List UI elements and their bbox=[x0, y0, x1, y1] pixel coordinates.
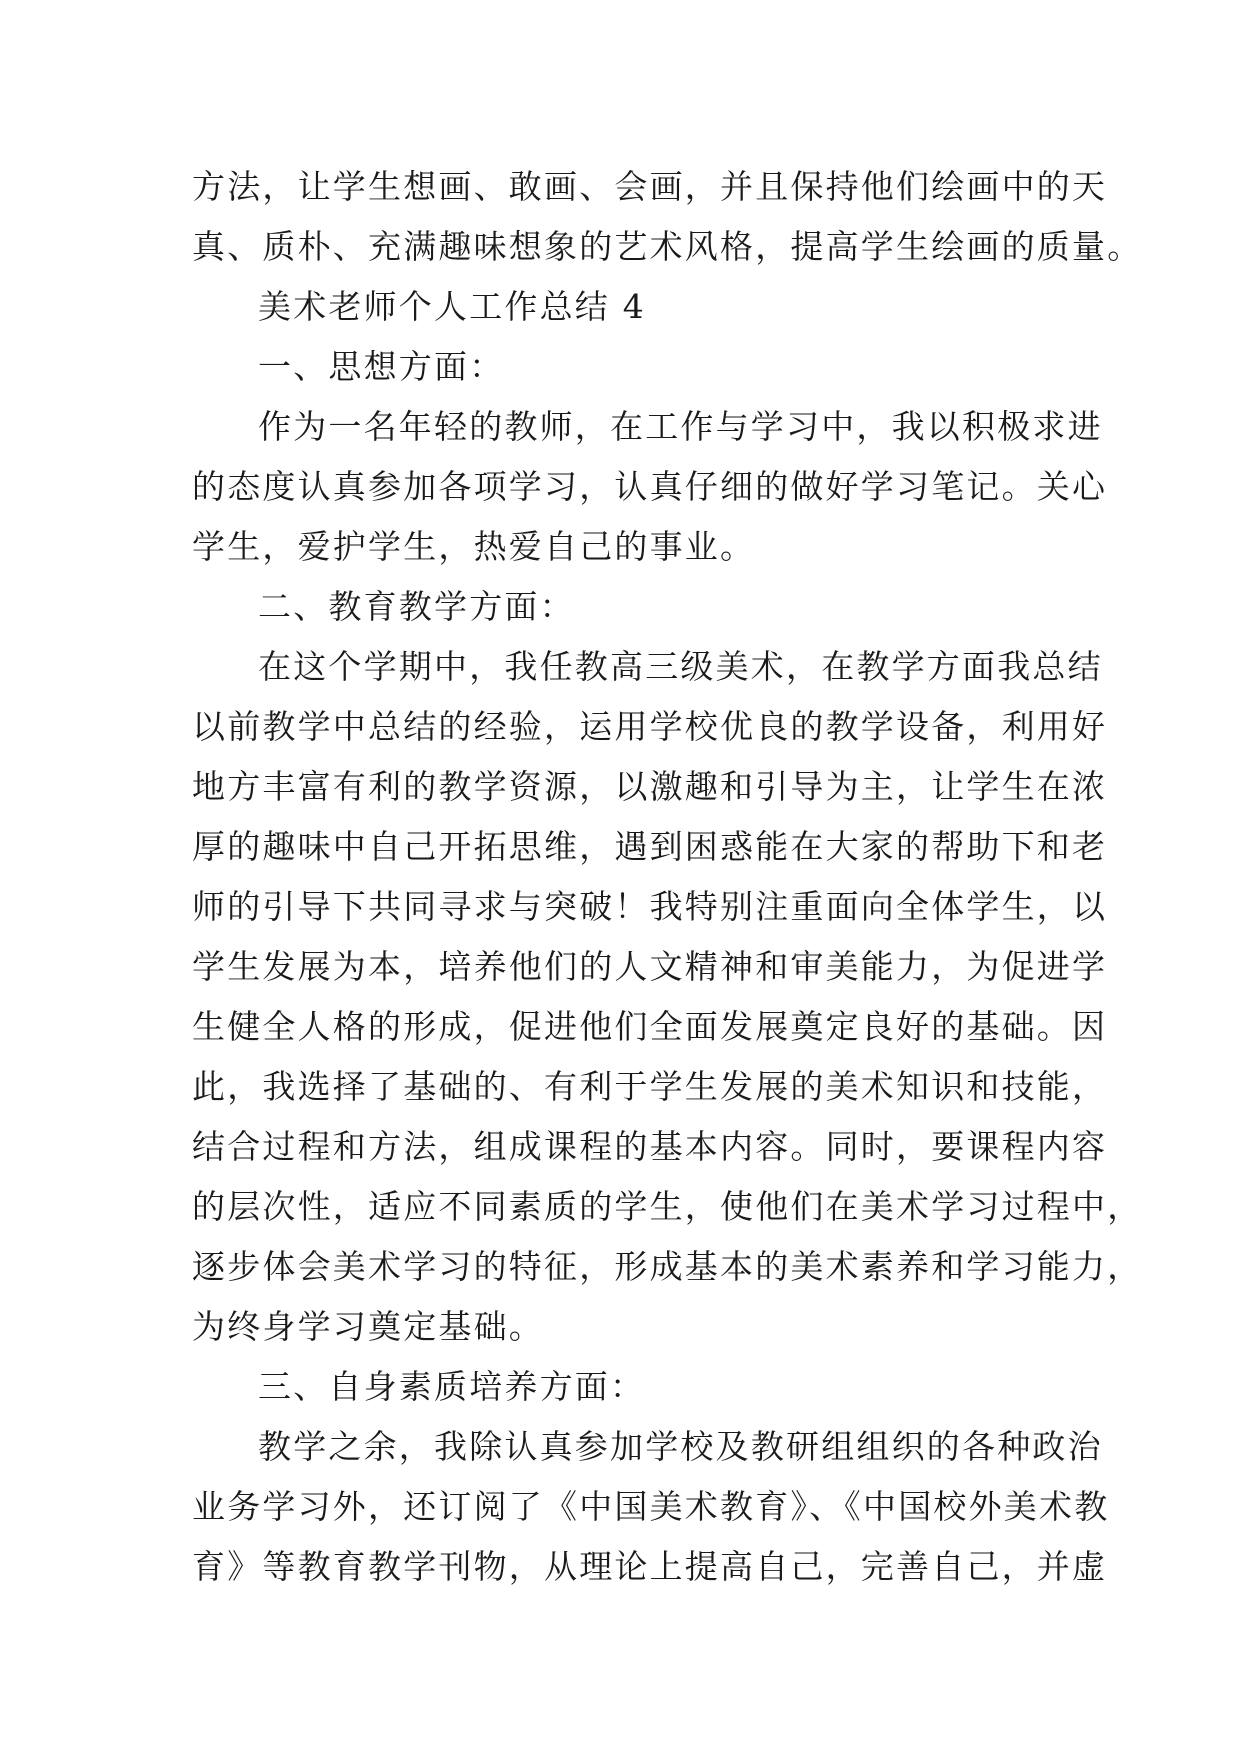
section-heading: 三、自身素质培养方面： bbox=[258, 1367, 646, 1406]
text-line: 结合过程和方法，组成课程的基本内容。同时，要课程内容 bbox=[192, 1127, 1108, 1166]
text-line: 以前教学中总结的经验，运用学校优良的教学设备，利用好 bbox=[192, 707, 1108, 746]
text-line: 的态度认真参加各项学习，认真仔细的做好学习笔记。关心 bbox=[192, 467, 1108, 506]
text-line: 的层次性，适应不同素质的学生，使他们在美术学习过程中， bbox=[192, 1187, 1143, 1226]
text-line: 逐步体会美术学习的特征，形成基本的美术素养和学习能力， bbox=[192, 1247, 1143, 1286]
text-line: 方法，让学生想画、敢画、会画，并且保持他们绘画中的天 bbox=[192, 167, 1108, 206]
text-line: 地方丰富有利的教学资源，以激趣和引导为主，让学生在浓 bbox=[192, 767, 1108, 806]
paragraph-start: 教学之余，我除认真参加学校及教研组组织的各种政治 bbox=[258, 1427, 1103, 1466]
paragraph-start: 作为一名年轻的教师，在工作与学习中，我以积极求进 bbox=[258, 407, 1103, 446]
text-line: 育》等教育教学刊物，从理论上提高自己，完善自己，并虚 bbox=[192, 1547, 1108, 1586]
text-line: 学生发展为本，培养他们的人文精神和审美能力，为促进学 bbox=[192, 947, 1108, 986]
section-heading: 二、教育教学方面： bbox=[258, 587, 575, 626]
text-line: 真、质朴、充满趣味想象的艺术风格，提高学生绘画的质量。 bbox=[192, 227, 1143, 266]
document-body bbox=[192, 157, 1143, 1597]
text-line: 为终身学习奠定基础。 bbox=[192, 1307, 544, 1346]
section-title: 美术老师个人工作总结 4 bbox=[258, 287, 646, 326]
text-line: 学生，爱护学生，热爱自己的事业。 bbox=[192, 527, 756, 566]
text-line: 业务学习外，还订阅了《中国美术教育》、《中国校外美术教 bbox=[192, 1487, 1110, 1526]
section-heading: 一、思想方面： bbox=[258, 347, 505, 386]
text-line: 生健全人格的形成，促进他们全面发展奠定良好的基础。因 bbox=[192, 1007, 1108, 1046]
text-line: 此，我选择了基础的、有利于学生发展的美术知识和技能， bbox=[192, 1067, 1108, 1106]
text-line: 厚的趣味中自己开拓思维，遇到困惑能在大家的帮助下和老 bbox=[192, 827, 1108, 866]
paragraph-start: 在这个学期中，我任教高三级美术，在教学方面我总结 bbox=[258, 647, 1103, 686]
text-line: 师的引导下共同寻求与突破！我特别注重面向全体学生，以 bbox=[192, 887, 1108, 926]
